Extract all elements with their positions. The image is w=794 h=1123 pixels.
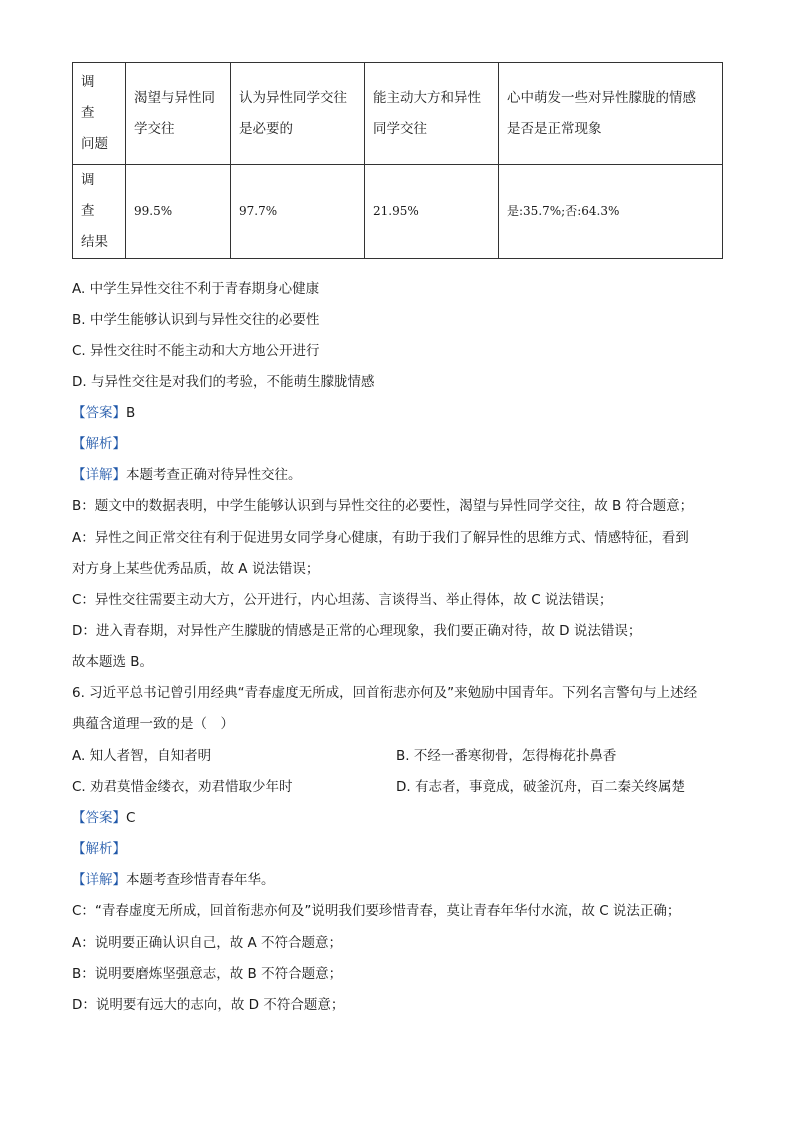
detail-tag: 【详解】 bbox=[72, 872, 126, 888]
explanation-line: 对方身上某些优秀品质，故 A 说法错误； bbox=[72, 561, 320, 577]
table-row-results bbox=[73, 165, 723, 259]
explanation-line: B：说明要磨炼坚强意志，故 B 不符合题意； bbox=[72, 966, 343, 982]
option-d: D. 与异性交往是对我们的考验，不能萌生朦胧情感 bbox=[72, 374, 375, 390]
table-cell-result: 99.5% bbox=[126, 165, 231, 259]
table-cell-header: 调 查 结果 bbox=[73, 165, 126, 259]
explanation-line: B：题文中的数据表明，中学生能够认识到与异性交往的必要性，渴望与异性同学交往，故 B 符合题意； bbox=[72, 498, 694, 514]
option-d: D. 有志者，事竟成，破釜沉舟，百二秦关终属楚 bbox=[396, 779, 685, 795]
explanation-line: 故本题选 B。 bbox=[72, 654, 154, 670]
question-stem: 6. 习近平总书记曾引用经典“青春虚度无所成，回首衔悲亦何及”来勉励中国青年。下列名言警句与上述经 bbox=[72, 685, 698, 701]
explanation-line: A：异性之间正常交往有利于促进男女同学身心健康，有助于我们了解异性的思维方式、情感特征，看到 bbox=[72, 530, 689, 546]
explanation-line: C：异性交往需要主动大方，公开进行，内心坦荡、言谈得当、举止得体，故 C 说法错误； bbox=[72, 592, 613, 608]
option-c: C. 异性交往时不能主动和大方地公开进行 bbox=[72, 343, 320, 359]
explanation-line: C：“青春虚度无所成，回首衔悲亦何及”说明我们要珍惜青春，莫让青春年华付水流，故 C 说法正确； bbox=[72, 903, 681, 919]
explanation-line: D：说明要有远大的志向，故 D 不符合题意； bbox=[72, 997, 345, 1013]
answer-tag: 【答案】 bbox=[72, 810, 126, 826]
table-cell-question: 认为异性同学交往 是必要的 bbox=[231, 63, 365, 165]
answer-value: B bbox=[126, 405, 136, 421]
table-cell-header: 调 查 问题 bbox=[73, 63, 126, 165]
survey-table bbox=[72, 62, 723, 259]
detail-text: 本题考查珍惜青春年华。 bbox=[126, 872, 275, 888]
analysis-tag: 【解析】 bbox=[72, 436, 126, 452]
answer-line bbox=[72, 401, 135, 421]
detail-line bbox=[72, 868, 275, 888]
option-b: B. 不经一番寒彻骨，怎得梅花扑鼻香 bbox=[396, 748, 617, 764]
table-cell-result: 97.7% bbox=[231, 165, 365, 259]
option-b: B. 中学生能够认识到与异性交往的必要性 bbox=[72, 312, 320, 328]
answer-value: C bbox=[126, 810, 136, 826]
question-stem: 典蕴含道理一致的是（ ） bbox=[72, 716, 234, 732]
detail-text: 本题考查正确对待异性交往。 bbox=[126, 467, 302, 483]
table-cell-question: 心中萌发一些对异性朦胧的情感 是否是正常现象 bbox=[499, 63, 723, 165]
option-a: A. 中学生异性交往不利于青春期身心健康 bbox=[72, 281, 320, 297]
option-c: C. 劝君莫惜金缕衣，劝君惜取少年时 bbox=[72, 779, 293, 795]
option-a: A. 知人者智，自知者明 bbox=[72, 748, 212, 764]
table-cell-result: 是:35.7%;否:64.3% bbox=[499, 165, 723, 259]
table-cell-question: 渴望与异性同 学交往 bbox=[126, 63, 231, 165]
table-cell-question: 能主动大方和异性 同学交往 bbox=[365, 63, 499, 165]
explanation-line: A：说明要正确认识自己，故 A 不符合题意； bbox=[72, 935, 343, 951]
table-row-questions bbox=[73, 63, 723, 165]
detail-tag: 【详解】 bbox=[72, 467, 126, 483]
analysis-tag: 【解析】 bbox=[72, 841, 126, 857]
answer-tag: 【答案】 bbox=[72, 405, 126, 421]
detail-line bbox=[72, 463, 302, 483]
explanation-line: D：进入青春期，对异性产生朦胧的情感是正常的心理现象，我们要正确对待，故 D 说法错误； bbox=[72, 623, 642, 639]
answer-line bbox=[72, 806, 135, 826]
table-cell-result: 21.95% bbox=[365, 165, 499, 259]
